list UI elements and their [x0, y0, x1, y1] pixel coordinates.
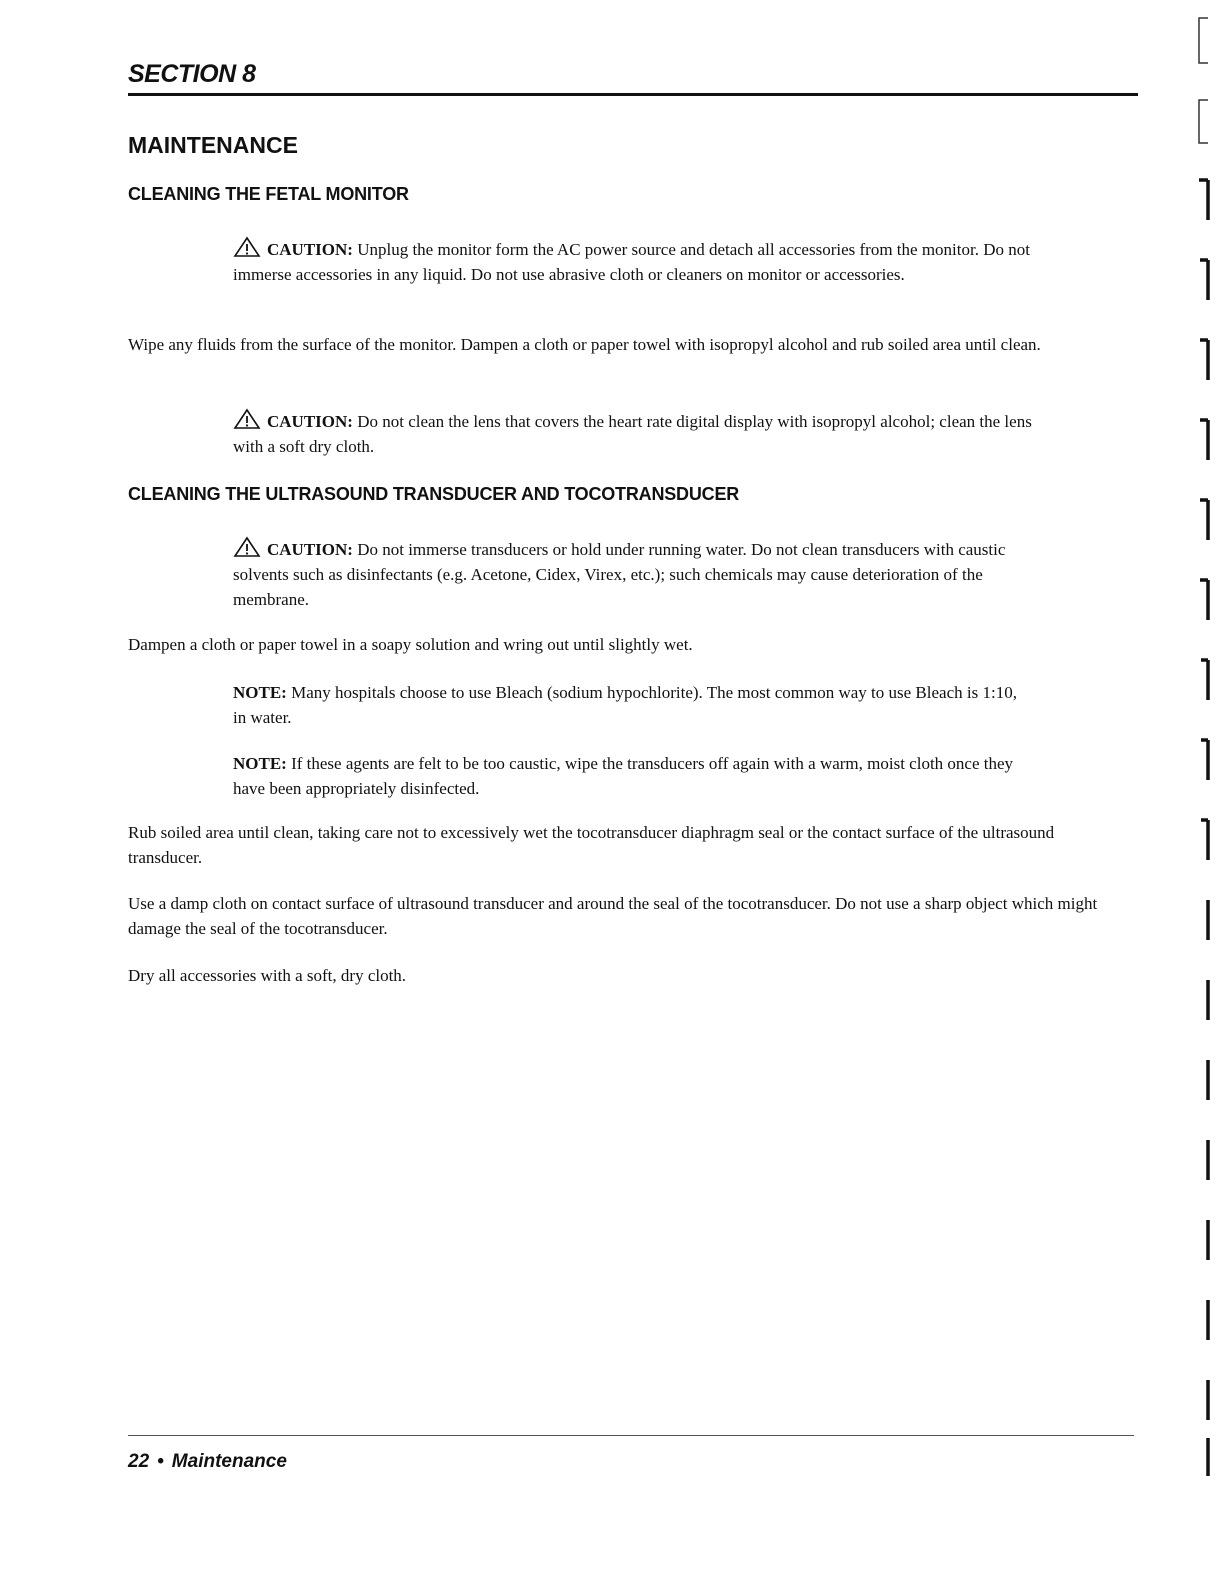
warning-triangle-icon [233, 236, 261, 258]
margin-bracket-column [1196, 178, 1212, 1478]
paragraph-dry-accessories: Dry all accessories with a soft, dry cloth. [128, 966, 407, 985]
paragraph-rub-soiled: Rub soiled area until clean, taking care not to excessively wet the tocotransducer diaphragm seal or the contact surface of the ultrasound transducer. [128, 823, 1055, 867]
note-caustic [233, 751, 1033, 801]
caution-label: CAUTION: [267, 240, 353, 259]
note-text: If these agents are felt to be too caustic, wipe the transducers off again with a warm, moist cloth once they have been appropriately disinfected. [233, 754, 1014, 798]
footer-label: Maintenance [171, 1451, 287, 1472]
heading-cleaning-fetal-monitor: CLEANING THE FETAL MONITOR [128, 184, 409, 204]
caution-label: CAUTION: [267, 412, 353, 431]
header-rule [128, 93, 1138, 96]
page-title: MAINTENANCE [128, 132, 298, 158]
footer-bullet: • [157, 1451, 164, 1472]
caution-text: Do not clean the lens that covers the heart rate digital display with isopropyl alcohol; clean the lens with a soft dry cloth. [233, 412, 1032, 456]
note-text: Many hospitals choose to use Bleach (sodium hypochlorite). The most common way to use Bleach is 1:10, in water. [233, 683, 1017, 727]
paragraph-damp-cloth: Use a damp cloth on contact surface of ultrasound transducer and around the seal of the tocotransducer. Do not use a sharp object which might damage the seal of the tocotransducer. [128, 894, 1098, 938]
paragraph-dampen-cloth: Dampen a cloth or paper towel in a soapy solution and wring out until slightly wet. [128, 635, 693, 654]
margin-bracket-decoration [1196, 15, 1212, 145]
caution-text: Unplug the monitor form the AC power source and detach all accessories from the monitor. Do not immerse accessories in any liquid. Do not use abrasive cloth or cleaners on monitor or accessories. [233, 240, 1030, 284]
footer-rule [128, 1435, 1134, 1436]
warning-triangle-icon [233, 536, 261, 558]
note-label: NOTE: [233, 754, 287, 773]
caution-immerse [233, 536, 1033, 612]
page-footer [128, 1451, 287, 1473]
note-bleach [233, 680, 1033, 730]
note-label: NOTE: [233, 683, 287, 702]
caution-lens [233, 408, 1033, 459]
caution-unplug [233, 236, 1033, 287]
section-title: SECTION 8 [128, 60, 256, 88]
caution-label: CAUTION: [267, 540, 353, 559]
paragraph-wipe-fluids: Wipe any fluids from the surface of the monitor. Dampen a cloth or paper towel with isopropyl alcohol and rub soiled area until clean. [128, 335, 1041, 354]
heading-cleaning-transducers: CLEANING THE ULTRASOUND TRANSDUCER AND TOCOTRANSDUCER [128, 484, 740, 504]
page-number: 22 [128, 1451, 150, 1472]
warning-triangle-icon [233, 408, 261, 430]
caution-text: Do not immerse transducers or hold under running water. Do not clean transducers with caustic solvents such as disinfectants (e.g. Acetone, Cidex, Virex, etc.); such chemicals may cause deterioration of the membrane. [233, 540, 1006, 609]
